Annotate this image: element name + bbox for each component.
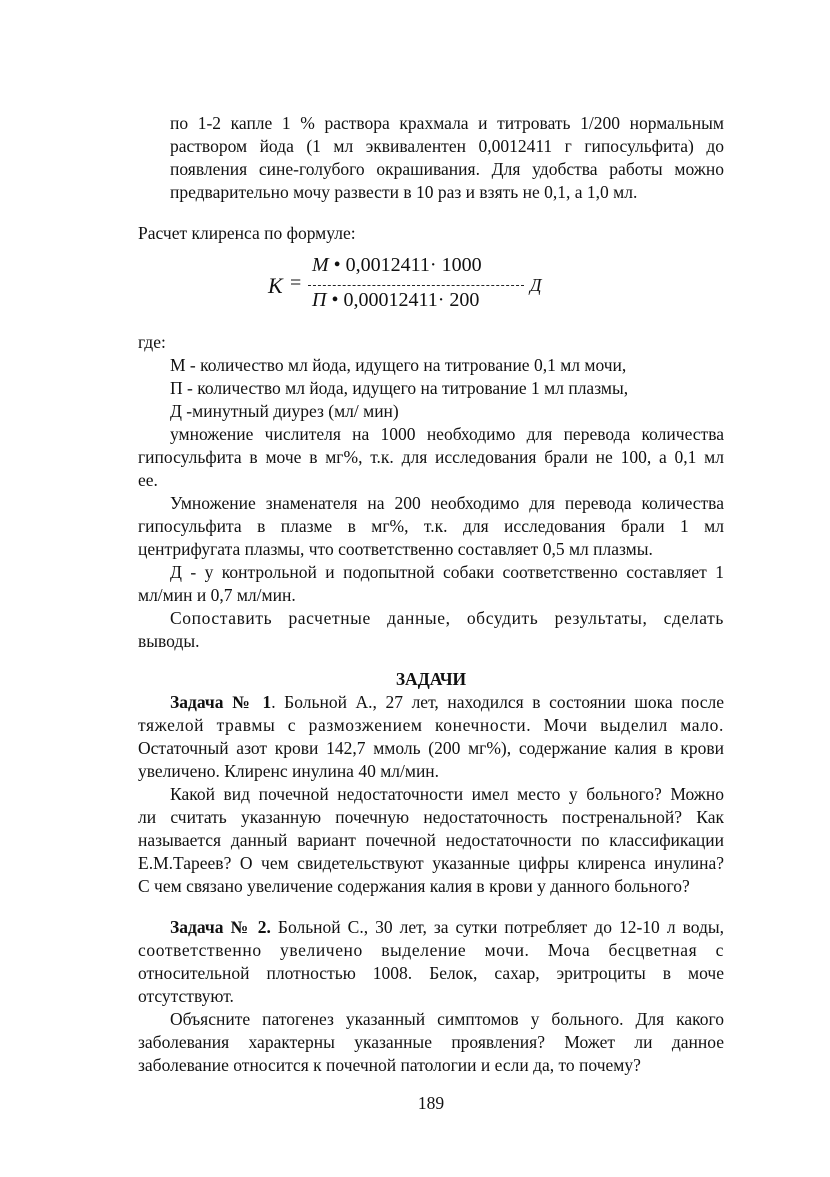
formula-denominator [312, 289, 479, 312]
text-line: Д - у контрольной и подопытной собаки соответственно составляет 1 [170, 562, 724, 582]
definition-m: М - количество мл йода, идущего на титрование 0,1 мл мочи, [170, 355, 627, 375]
text-line: соответственно увеличено выделение мочи. Моча бесцветная с [138, 940, 724, 960]
text-line: умножение числителя на 1000 необходимо для перевода количества [170, 424, 724, 444]
formula-num-var: М [312, 254, 329, 276]
definition-d: Д -минутный диурез (мл/ мин) [170, 401, 399, 421]
text-line: С чем связано увеличение содержания калия в крови у данного больного? [138, 876, 690, 896]
text-line: Умножение знаменателя на 200 необходимо для перевода количества [170, 493, 724, 513]
text-line: центрифугата плазмы, что соответственно составляет 0,5 мл плазмы. [138, 539, 653, 559]
text-line: заболевания характерны указанные проявления? Может ли данное [138, 1032, 724, 1052]
formula-d: Д [530, 275, 542, 295]
text-line: Объясните патогенез указанный симптомов у больного. Для какого [170, 1009, 724, 1029]
text-line: гипосульфита в плазме в мг%, т.к. для исследования брали 1 мл [138, 516, 724, 536]
formula-num-rest: • 0,0012411· 1000 [333, 254, 482, 276]
text-line: мл/мин и 0,7 мл/мин. [138, 585, 296, 605]
text-line: отсутствуют. [138, 986, 234, 1006]
page-number: 189 [417, 1093, 445, 1113]
text-line: заболевание относится к почечной патологии и если да, то почему? [138, 1055, 641, 1075]
task2-first-line [170, 916, 724, 939]
task1-first-line [170, 691, 724, 714]
fraction-bar [308, 285, 524, 286]
formula-numerator [312, 254, 482, 277]
where-label: где: [138, 332, 166, 352]
text-line: по 1-2 капле 1 % раствора крахмала и титровать 1/200 нормальным [170, 113, 724, 133]
text-line: называется данный вариант почечной недостаточности по классификации [138, 830, 724, 850]
text-line: относительной плотностью 1008. Белок, сахар, эритроциты в моче [138, 963, 724, 983]
formula-den-rest: • 0,00012411· 200 [331, 289, 480, 311]
task1-first-text: . Больной А., 27 лет, находился в состоянии шока после [271, 692, 724, 712]
formula-intro: Расчет клиренса по формуле: [138, 223, 356, 243]
formula-den-var: П [312, 289, 327, 311]
text-line: предварительно мочу развести в 10 раз и взять не 0,1, а 1,0 мл. [170, 182, 638, 202]
text-line: появления сине-голубого окрашивания. Для удобства работы можно [170, 159, 724, 179]
formula-eq: = [290, 272, 302, 294]
text-line: тяжелой травмы с размозжением конечности. Мочи выделил мало. [138, 715, 724, 735]
text-line: выводы. [138, 631, 200, 651]
text-line: раствором йода (1 мл эквивалентен 0,0012411 г гипосульфита) до [170, 136, 724, 156]
text-line: Сопоставить расчетные данные, обсудить результаты, сделать [170, 608, 724, 628]
text-line: Остаточный азот крови 142,7 ммоль (200 мг%), содержание калия в крови [138, 738, 724, 758]
text-line: увеличено. Клиренс инулина 40 мл/мин. [138, 761, 440, 781]
text-line: гипосульфита в моче в мг%, т.к. для исследования брали не 100, а 0,1 мл [138, 447, 724, 467]
clearance-formula [268, 254, 568, 324]
text-line: ли считать указанную почечную недостаточность постренальной? Как [138, 807, 724, 827]
task2-first-text: Больной С., 30 лет, за сутки потребляет до 12-10 л воды, [270, 917, 724, 937]
text-line: ее. [138, 470, 158, 490]
section-title: ЗАДАЧИ [395, 669, 467, 689]
text-line: Е.М.Тареев? О чем свидетельствуют указанные цифры клиренса инулина? [138, 853, 724, 873]
formula-k: К [268, 273, 283, 298]
task1-label: Задача № 1 [170, 692, 272, 712]
task2-label: Задача № 2. [170, 917, 271, 937]
definition-p: П - количество мл йода, идущего на титрование 1 мл плазмы, [170, 378, 629, 398]
text-line: Какой вид почечной недостаточности имел место у больного? Можно [170, 784, 724, 804]
